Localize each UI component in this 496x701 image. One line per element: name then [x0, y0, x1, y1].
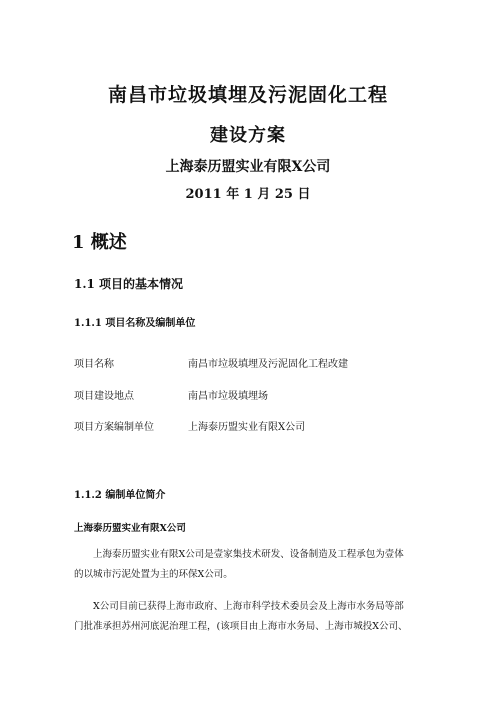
- section-heading-basic-info: 1.1 项目的基本情况: [74, 277, 184, 291]
- info-row-label: 项目名称: [74, 359, 114, 370]
- info-row-label: 项目建设地点: [74, 391, 134, 402]
- document-subtitle: 建设方案: [210, 125, 286, 146]
- section-heading-company-intro: 1.1.2 编制单位简介: [74, 490, 166, 501]
- company-name-heading: 上海泰历盟实业有限X公司: [74, 523, 186, 534]
- document-company: 上海泰历盟实业有限X公司: [165, 159, 331, 175]
- info-row-value: 南昌市垃圾填埋场: [188, 391, 268, 402]
- section-heading-overview: 1 概述: [72, 232, 127, 253]
- company-intro-paragraph: [74, 545, 426, 585]
- company-intro-paragraph: [74, 597, 426, 637]
- document-title: 南昌市垃圾填埋及污泥固化工程: [107, 84, 388, 106]
- paragraph-line: 上海泰历盟实业有限X公司是壹家集技术研发、设备制造及工程承包为壹体: [93, 549, 404, 560]
- info-row-label: 项目方案编制单位: [74, 422, 154, 433]
- info-row-value: 上海泰历盟实业有限X公司: [188, 422, 306, 433]
- paragraph-line: X公司目前已获得上海市政府、上海市科学技术委员会及上海市水务局等部: [93, 601, 404, 612]
- paragraph-line: 门批准承担苏州河底泥治理工程，(该项目由上海市水务局、上海市城投X公司、: [74, 621, 408, 632]
- paragraph-line: 的以城市污泥处置为主的环保X公司。: [74, 569, 233, 580]
- section-heading-project-name: 1.1.1 项目名称及编制单位: [74, 318, 196, 329]
- document-date: 2011 年 1 月 25 日: [185, 187, 311, 202]
- info-row-value: 南昌市垃圾填埋及污泥固化工程改建: [188, 359, 348, 370]
